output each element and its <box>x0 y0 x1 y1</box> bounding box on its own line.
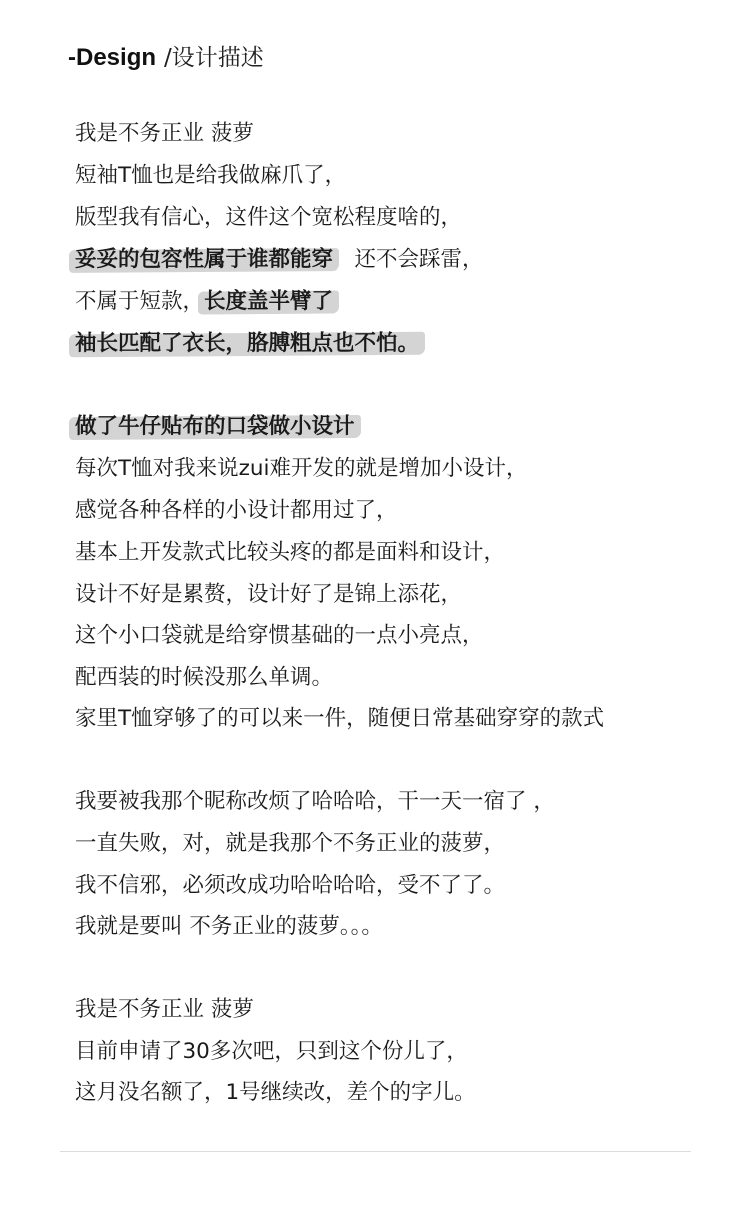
highlighted-text: 袖长匹配了衣长，胳膊粗点也不怕。 <box>75 331 420 356</box>
text-segment: ， <box>333 289 355 314</box>
text-line <box>75 287 355 317</box>
text-line: 我不信邪，必须改成功哈哈哈哈，受不了了。 <box>75 873 506 898</box>
text-line: 我是不务正业 菠萝 <box>75 121 254 146</box>
highlighted-text: 长度盖半臂了 <box>204 289 334 314</box>
text-line: 这个小口袋就是给穿惯基础的一点小亮点， <box>75 623 484 648</box>
text-segment: 不属于短款， <box>75 289 205 314</box>
text-line: 我是不务正业 菠萝 <box>75 997 254 1022</box>
text-line: 配西装的时候没那么单调。 <box>75 665 334 690</box>
text-line <box>75 245 484 275</box>
text-line: 家里T恤穿够了的可以来一件，随便日常基础穿穿的款式 <box>75 706 605 731</box>
text-line <box>75 412 376 442</box>
text-line: 一直失败，对，就是我那个不务正业的菠萝， <box>75 831 506 856</box>
highlighted-text: 做了牛仔贴布的口袋做小设计 <box>75 414 355 439</box>
text-segment: ，还不会踩雷， <box>333 247 484 272</box>
section-heading <box>68 40 264 76</box>
text-line: 基本上开发款式比较头疼的都是面料和设计， <box>75 540 506 565</box>
text-line: 我要被我那个昵称改烦了哈哈哈，干一天一宿了 ， <box>75 789 555 814</box>
text-line: 这月没名额了，1号继续改，差个的字儿。 <box>75 1080 476 1105</box>
text-line: 每次T恤对我来说zui难开发的就是增加小设计， <box>75 456 528 481</box>
text-segment: ， <box>354 414 377 439</box>
text-line: 我就是要叫 不务正业的菠萝。。。 <box>75 914 383 939</box>
text-line: 目前申请了30多次吧，只到这个份儿了， <box>75 1039 468 1064</box>
text-line: 版型我有信心，这件这个宽松程度啥的， <box>75 205 463 230</box>
text-line: 设计不好是累赘，设计好了是锦上添花， <box>75 582 463 607</box>
heading-design-label: -Design <box>68 44 157 71</box>
divider <box>60 1151 691 1152</box>
highlighted-text: 妥妥的包容性属于谁都能穿 <box>75 247 334 272</box>
text-line: 感觉各种各样的小设计都用过了， <box>75 498 398 523</box>
text-line <box>75 329 419 359</box>
text-line: 短袖T恤也是给我做麻爪了， <box>75 163 347 188</box>
heading-description-label: /设计描述 <box>164 45 264 71</box>
